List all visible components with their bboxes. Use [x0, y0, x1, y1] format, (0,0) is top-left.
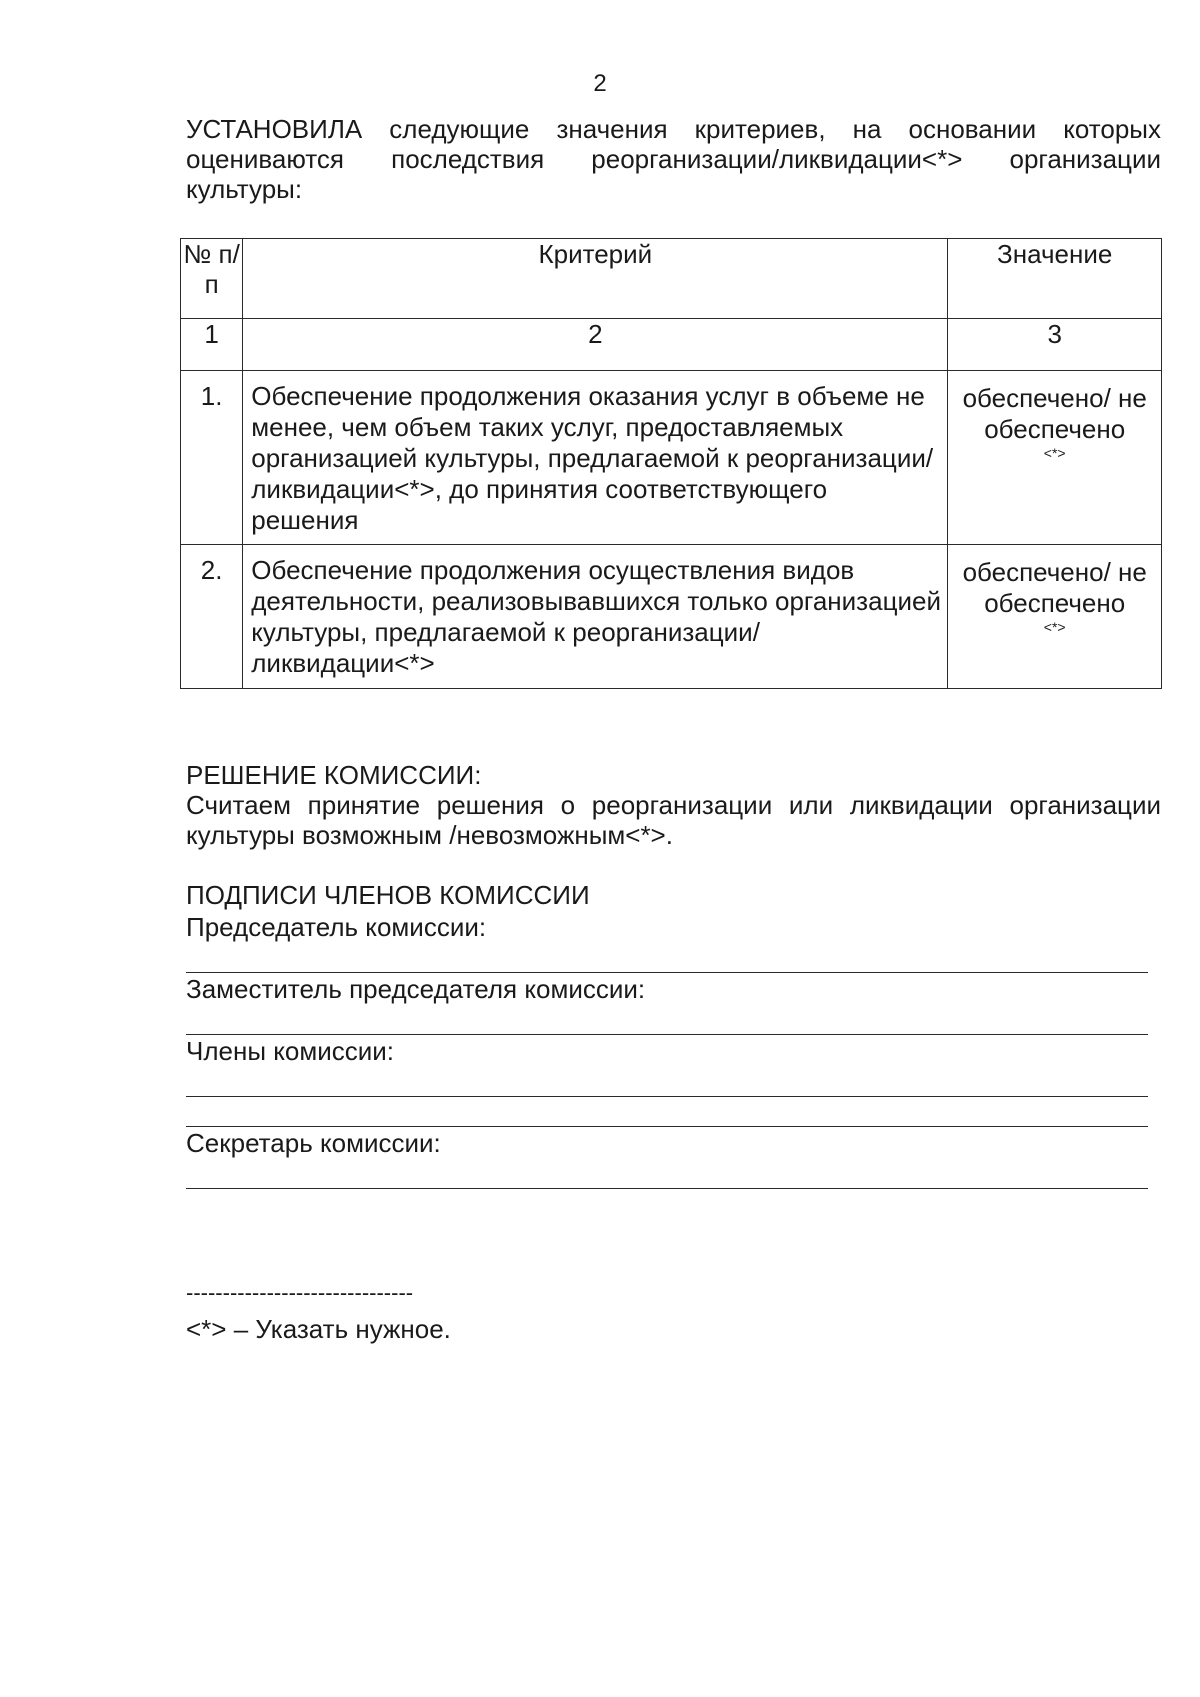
row-criterion: Обеспечение продолжения оказания услуг в объеме не менее, чем объем таких услуг, предоставляемых организацией культуры, предлагаемой к реорганизации/ликвидации<*>, до принятия соответствующего решения — [243, 371, 948, 545]
page-number: 2 — [593, 70, 607, 97]
deputy-signature-line — [186, 1034, 1148, 1035]
row-value: обеспечено/ не обеспечено — [962, 557, 1147, 618]
row-value: обеспечено/ не обеспечено — [962, 383, 1147, 444]
table-row — [181, 371, 1162, 545]
decision-text: Считаем принятие решения о реорганизации или ликвидации организации культуры возможным /невозможным<*>. — [186, 790, 1161, 850]
table-row — [181, 545, 1162, 689]
chairman-signature-line — [186, 972, 1148, 973]
table-header-row — [181, 239, 1162, 319]
decision-title: РЕШЕНИЕ КОМИССИИ: — [186, 760, 482, 790]
header-criterion: Критерий — [243, 239, 948, 319]
chairman-label: Председатель комиссии: — [186, 912, 487, 942]
intro-paragraph: УСТАНОВИЛА следующие значения критериев, на основании которых оцениваются последствия реорганизации/ликвидации<*> организации культуры: — [186, 114, 1161, 204]
secretary-signature-line — [186, 1188, 1148, 1189]
index-value: 3 — [948, 319, 1162, 371]
members-label: Члены комиссии: — [186, 1036, 395, 1066]
table-index-row — [181, 319, 1162, 371]
header-value: Значение — [948, 239, 1162, 319]
row-value-footnote-mark: <*> — [1043, 619, 1066, 635]
member-signature-line-1 — [186, 1096, 1148, 1097]
row-value-cell — [948, 545, 1162, 689]
index-num: 1 — [181, 319, 243, 371]
footnote-separator: ------------------------------- — [186, 1280, 414, 1305]
row-criterion: Обеспечение продолжения осуществления видов деятельности, реализовывавшихся только организацией культуры, предлагаемой к реорганизации/ликвидации<*> — [243, 545, 948, 689]
row-num: 2. — [181, 545, 243, 689]
signatures-title: ПОДПИСИ ЧЛЕНОВ КОМИССИИ — [186, 880, 590, 910]
criteria-table — [180, 238, 1162, 689]
header-num: № п/п — [181, 239, 243, 319]
secretary-label: Секретарь комиссии: — [186, 1128, 441, 1158]
row-value-cell — [948, 371, 1162, 545]
row-value-footnote-mark: <*> — [1043, 445, 1066, 461]
footnote-text: <*> – Указать нужное. — [186, 1314, 451, 1344]
member-signature-line-2 — [186, 1126, 1148, 1127]
deputy-label: Заместитель председателя комиссии: — [186, 974, 646, 1004]
row-num: 1. — [181, 371, 243, 545]
index-criterion: 2 — [243, 319, 948, 371]
